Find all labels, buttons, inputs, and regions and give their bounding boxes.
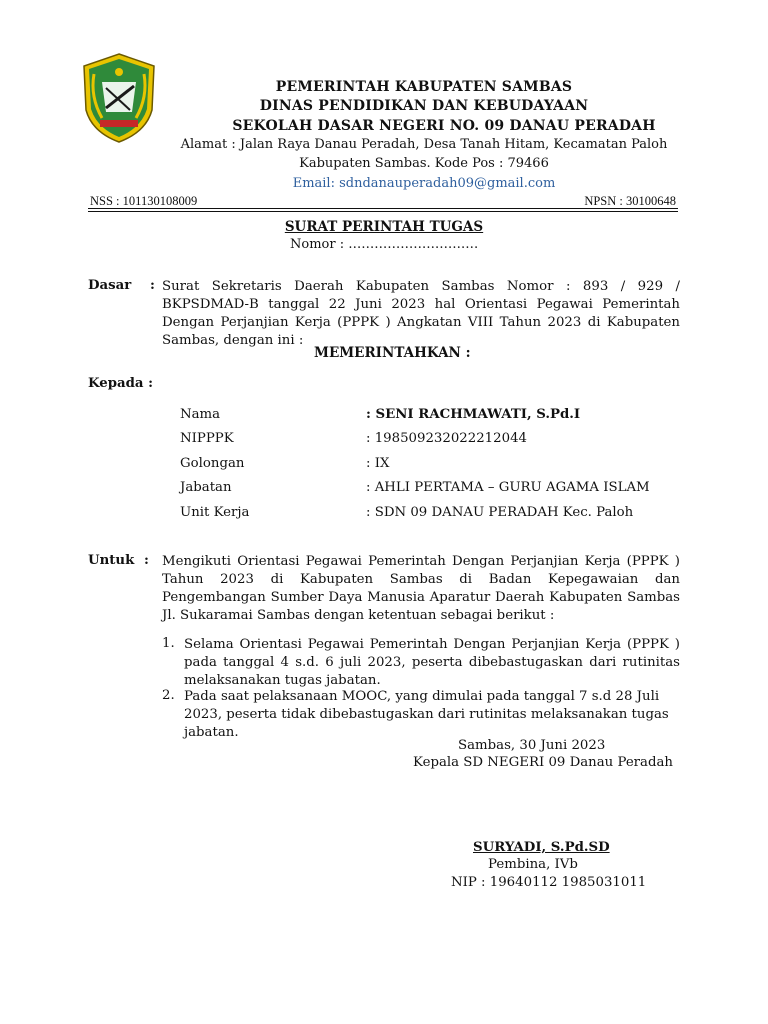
letter-title: SURAT PERINTAH TUGAS bbox=[284, 219, 484, 235]
signatory-name: SURYADI, S.Pd.SD bbox=[473, 840, 610, 855]
field-value-unit-kerja: : SDN 09 DANAU PERADAH Kec. Paloh bbox=[366, 505, 634, 520]
signature-position: Kepala SD NEGERI 09 Danau Peradah bbox=[413, 755, 673, 770]
untuk-colon: : bbox=[144, 553, 149, 568]
kop-school: SEKOLAH DASAR NEGERI NO. 09 DANAU PERADAH bbox=[232, 118, 656, 134]
kop-government: PEMERINTAH KABUPATEN SAMBAS bbox=[275, 79, 573, 95]
kepada-label: Kepada : bbox=[88, 376, 154, 391]
field-value-jabatan: : AHLI PERTAMA – GURU AGAMA ISLAM bbox=[366, 480, 650, 495]
signatory-nip: NIP : 19640112 1985031011 bbox=[451, 875, 647, 890]
kop-address-2: Kabupaten Sambas. Kode Pos : 79466 bbox=[299, 156, 549, 171]
field-label-jabatan: Jabatan bbox=[180, 480, 232, 495]
memerintahkan-heading: MEMERINTAHKAN : bbox=[314, 345, 471, 361]
kop-divider bbox=[88, 208, 678, 209]
field-label-nama: Nama bbox=[180, 407, 221, 422]
field-value-golongan: : IX bbox=[366, 456, 390, 471]
signatory-rank: Pembina, IVb bbox=[488, 857, 578, 872]
untuk-label: Untuk bbox=[88, 553, 135, 568]
dasar-colon: : bbox=[150, 278, 155, 293]
list-number-1: 1. bbox=[162, 636, 175, 651]
field-label-golongan: Golongan bbox=[180, 456, 245, 471]
kop-email: Email: sdndanauperadah09@gmail.com bbox=[292, 176, 556, 191]
field-value-nipppk: : 198509232022212044 bbox=[366, 431, 527, 446]
letter-number: Nomor : ………………………… bbox=[290, 237, 479, 252]
untuk-text: Mengikuti Orientasi Pegawai Pemerintah Dengan Perjanjian Kerja (PPPK ) Tahun 2023 di Kabupaten Sambas di Badan Kepegawaian dan Pengembangan Sumber Daya Manusia Aparatur Daerah Kabupaten Sambas Jl. Sukaramai Sambas dengan ketentuan sebagai berikut : bbox=[162, 554, 680, 623]
npsn-number: NPSN : 30100648 bbox=[584, 194, 676, 208]
list-item-2: Pada saat pelaksanaan MOOC, yang dimulai pada tanggal 7 s.d 28 Juli 2023, peserta tidak dibebastugaskan dari rutinitas melaksanakan tugas jabatan. bbox=[184, 689, 669, 740]
dasar-text: Surat Sekretaris Daerah Kabupaten Sambas Nomor : 893 / 929 / BKPSDMAD-B tanggal 22 Juni 2023 hal Orientasi Pegawai Pemerintah Dengan Perjanjian Kerja (PPPK ) Angkatan VIII Tahun 2023 di Kabupaten Sambas, dengan ini : bbox=[162, 279, 680, 348]
field-value-nama: : SENI RACHMAWATI, S.Pd.I bbox=[366, 407, 581, 422]
field-label-nipppk: NIPPPK bbox=[180, 431, 234, 446]
kop-address: Alamat : Jalan Raya Danau Peradah, Desa Tanah Hitam, Kecamatan Paloh bbox=[180, 137, 668, 152]
signature-place-date: Sambas, 30 Juni 2023 bbox=[458, 738, 606, 753]
list-item-1: Selama Orientasi Pegawai Pemerintah Dengan Perjanjian Kerja (PPPK ) pada tanggal 4 s.d. 6 juli 2023, peserta dibebastugaskan dari rutinitas melaksanakan tugas jabatan. bbox=[184, 637, 680, 688]
kop-divider-thin bbox=[88, 211, 678, 212]
list-number-2: 2. bbox=[162, 688, 175, 703]
kop-agency: DINAS PENDIDIKAN DAN KEBUDAYAAN bbox=[259, 98, 589, 114]
dasar-label: Dasar bbox=[88, 278, 132, 293]
nss-number: NSS : 101130108009 bbox=[90, 194, 198, 208]
field-label-unit-kerja: Unit Kerja bbox=[180, 505, 250, 520]
